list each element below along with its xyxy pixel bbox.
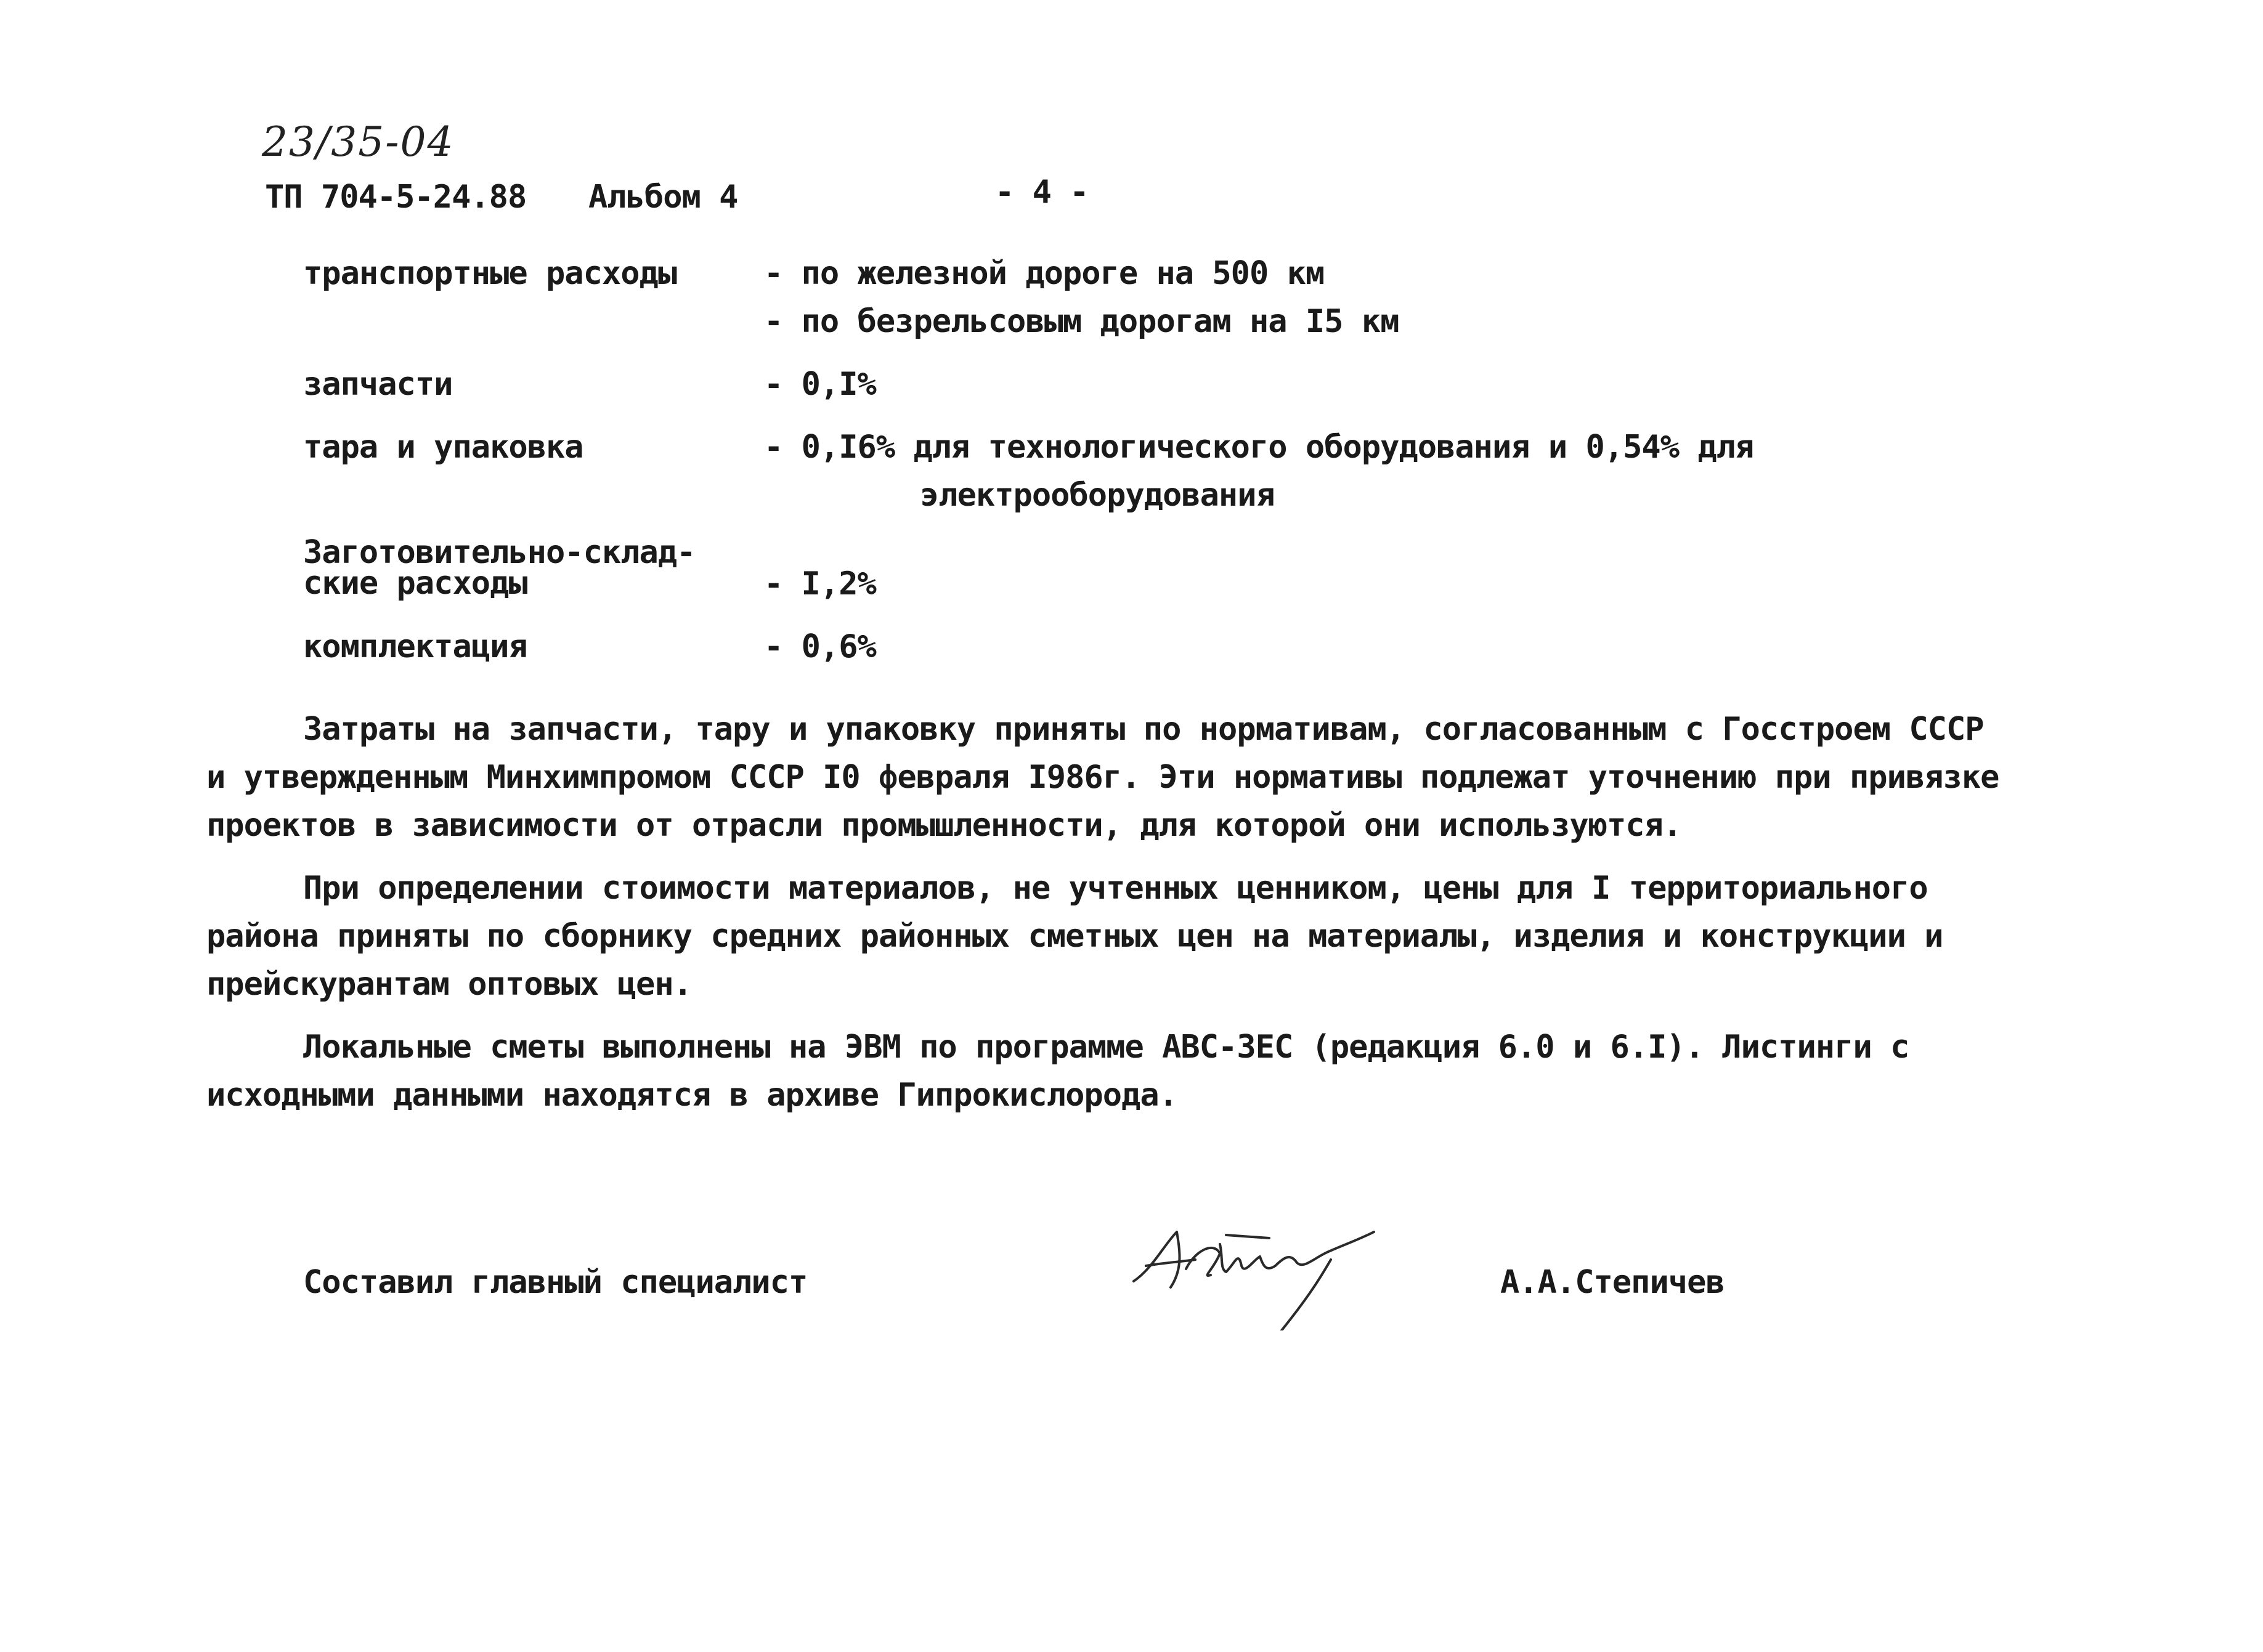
item-label-transport: транспортные расходы — [303, 255, 677, 292]
paragraph-1-line-2: и утвержденным Минхимпромом СССР I0 февраля I986г. Эти нормативы подлежат уточнению при привязке — [206, 759, 1999, 796]
item-label-procurement-cont: ские расходы — [303, 565, 527, 602]
paragraph-1-line-1: Затраты на запчасти, тару и упаковку приняты по нормативам, согласованным с Госстроем СССР — [303, 711, 1984, 748]
paragraph-3-line-1: Локальные сметы выполнены на ЭВМ по программе АВС-ЗЕС (редакция 6.0 и 6.I). Листинги с — [303, 1029, 1909, 1066]
paragraph-2-line-2: района приняты по сборнику средних районных сметных цен на материалы, изделия и конструкции и — [206, 918, 1943, 955]
handwritten-signature — [1127, 1207, 1423, 1330]
doc-code: ТП 704-5-24.88 — [265, 179, 527, 216]
paragraph-3-line-2: исходными данными находятся в архиве Гипрокислорода. — [206, 1077, 1177, 1114]
item-value-spare-parts: - 0,I% — [764, 366, 876, 403]
signature-role: Составил главный специалист — [303, 1264, 808, 1301]
item-label-procurement: Заготовительно-склад- — [303, 534, 696, 571]
paragraph-2-line-3: прейскурантам оптовых цен. — [206, 966, 692, 1003]
handwritten-code: 23/35-04 — [262, 118, 455, 166]
item-value-transport-road: - по безрельсовым дорогам на I5 км — [764, 303, 1399, 340]
item-label-spare-parts: запчасти — [303, 366, 453, 403]
item-label-completion: комплектация — [303, 628, 527, 665]
album-label: Альбом 4 — [588, 179, 738, 216]
item-label-packaging: тара и упаковка — [303, 429, 583, 466]
page-number: - 4 - — [995, 174, 1089, 211]
item-value-packaging: - 0,I6% для технологического оборудования и 0,54% для — [764, 429, 1754, 466]
item-value-packaging-cont: электрооборудования — [920, 477, 1275, 514]
paragraph-1-line-3: проектов в зависимости от отрасли промышленности, для которой они используются. — [206, 807, 1682, 844]
item-value-procurement: - I,2% — [764, 565, 876, 602]
paragraph-2-line-1: При определении стоимости материалов, не учтенных ценником, цены для I территориального — [303, 870, 1928, 907]
item-value-transport-rail: - по железной дороге на 500 км — [764, 255, 1325, 292]
item-value-completion: - 0,6% — [764, 628, 876, 665]
signature-name: А.А.Степичев — [1500, 1264, 1725, 1301]
